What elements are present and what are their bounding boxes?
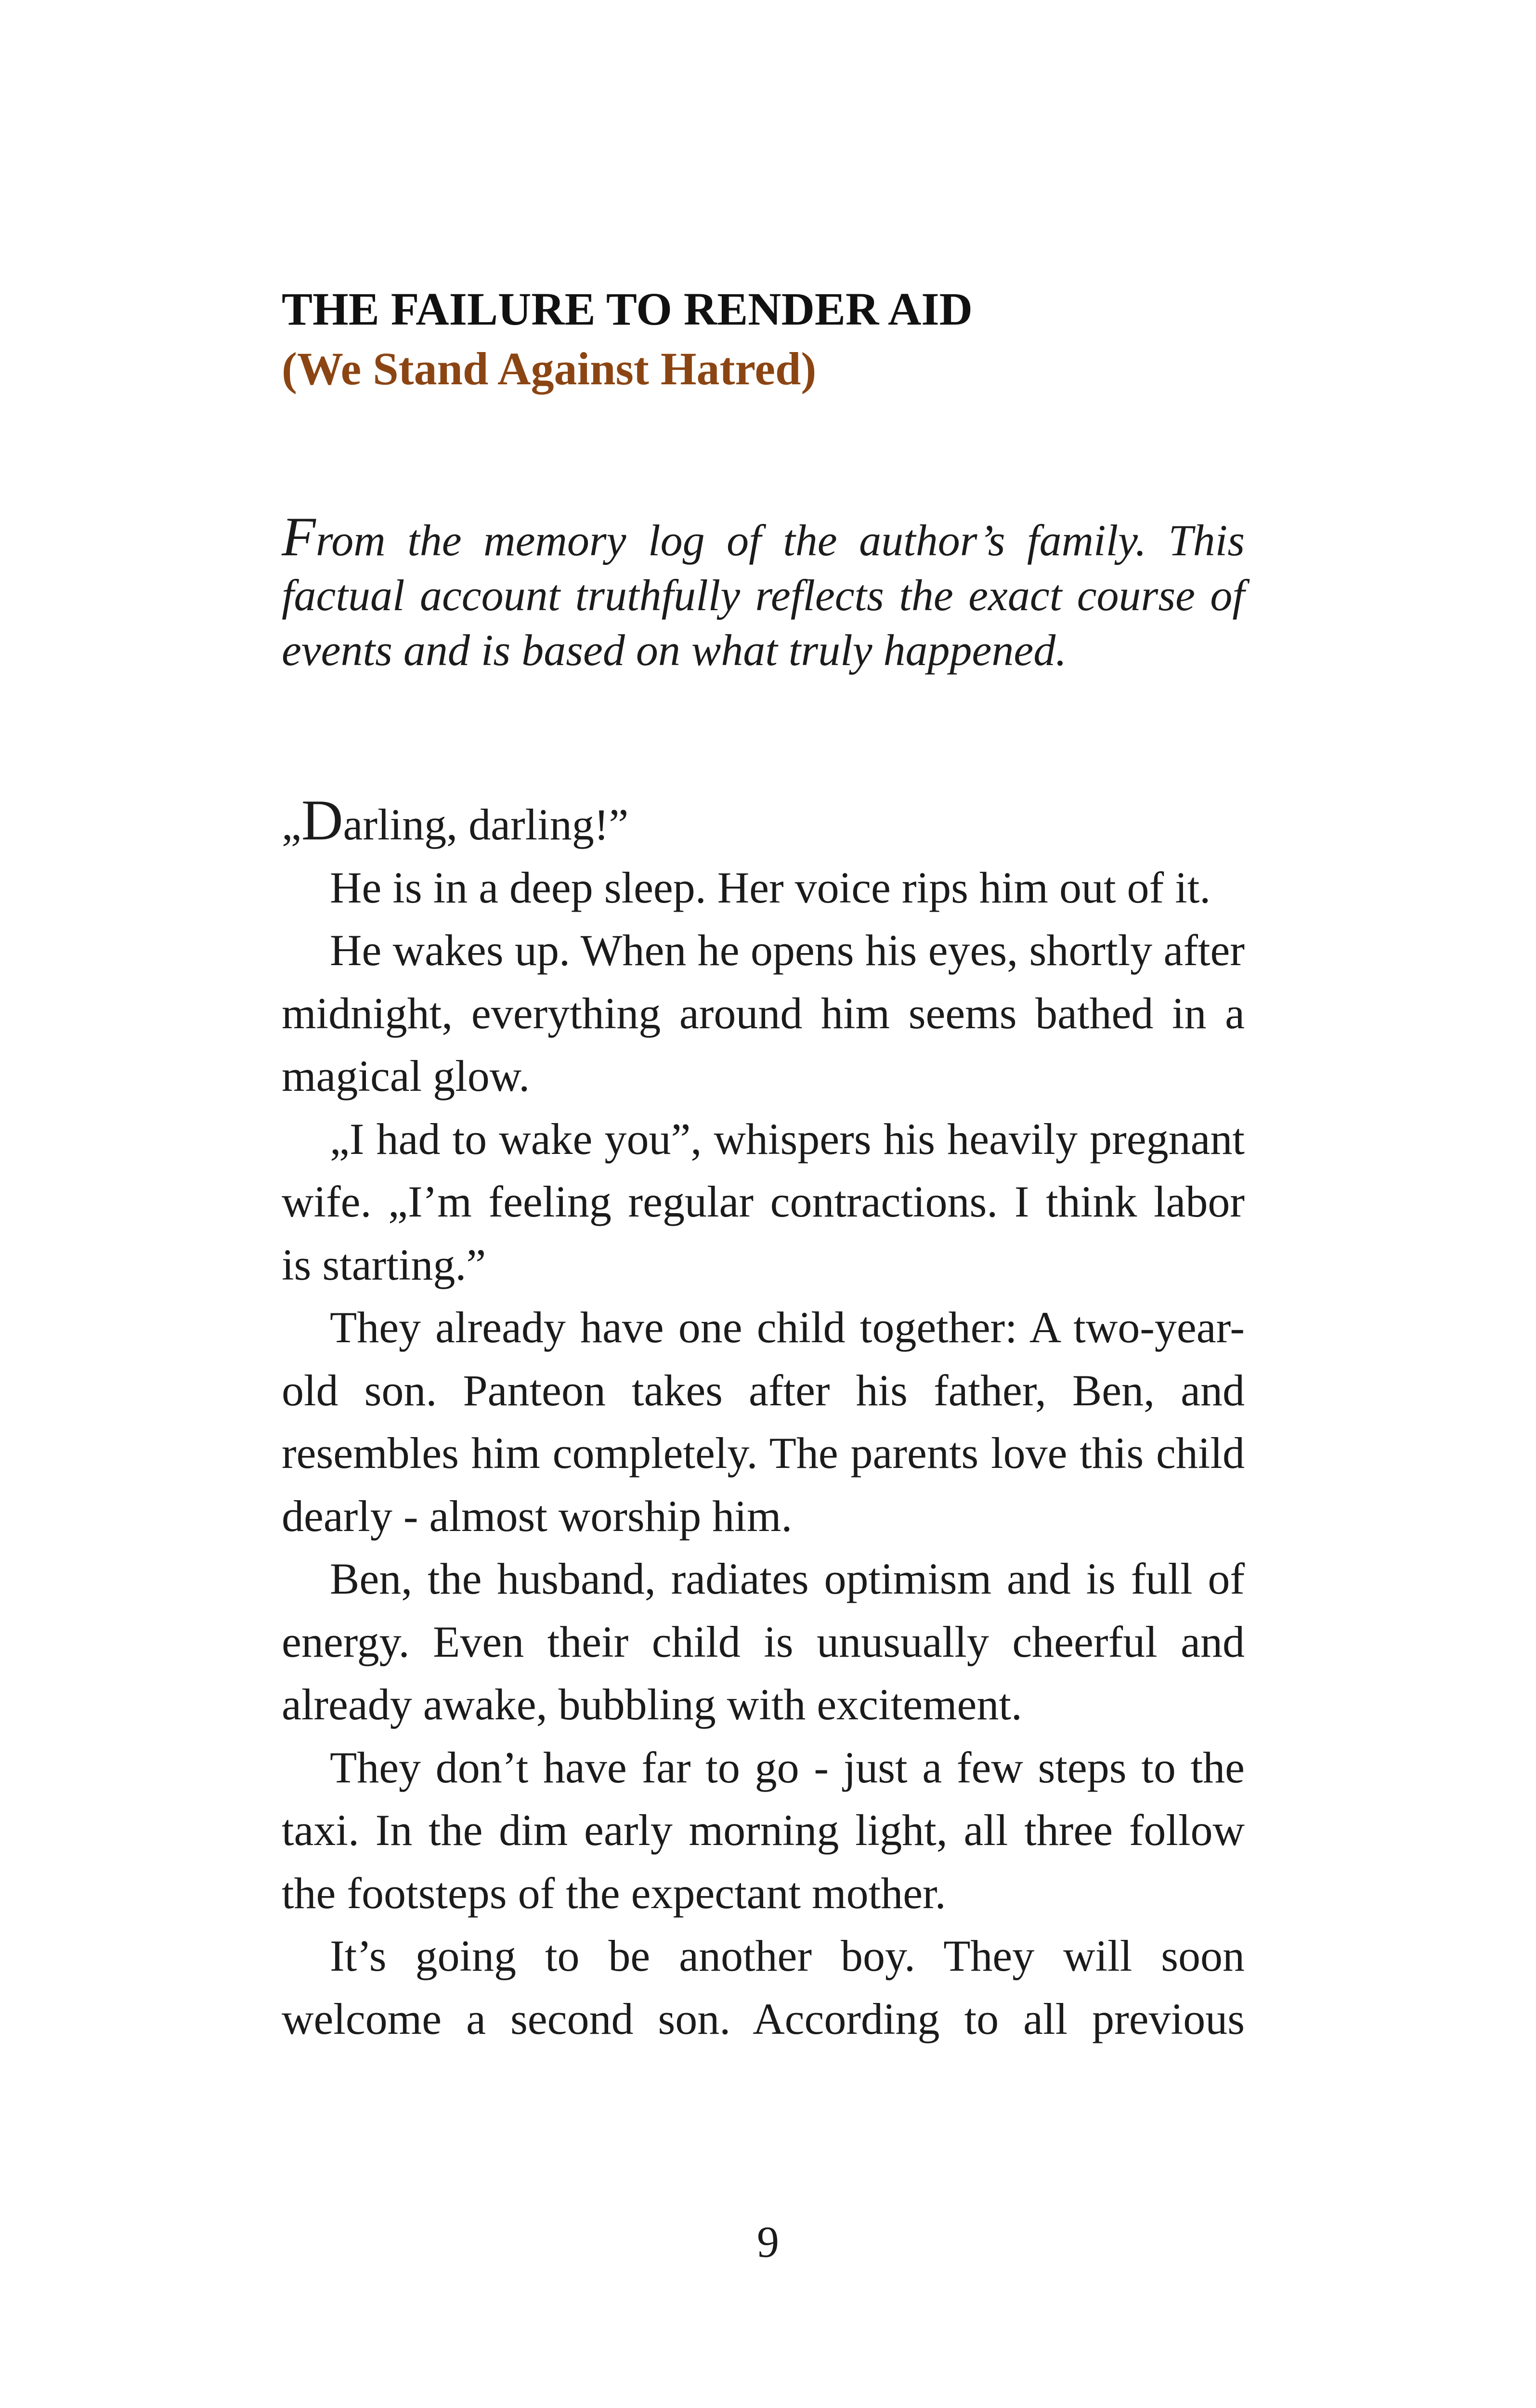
- page-number: 9: [757, 2217, 779, 2266]
- paragraph: It’s going to be another boy. They will soon welcome a second son. According to all previous: [282, 1931, 1245, 2043]
- chapter-title: THE FAILURE TO RENDER AID: [282, 283, 973, 335]
- paragraph: He is in a deep sleep. Her voice rips him out of it.: [330, 863, 1211, 912]
- paragraph: He wakes up. When he opens his eyes, shortly after midnight, everything around him seems bathed in a magical glow.: [282, 926, 1245, 1100]
- paragraph: Ben, the husband, radiates optimism and is full of energy. Even their child is unusually cheerful and already awake, bubbling with excitement.: [282, 1554, 1245, 1729]
- body-text: [282, 789, 1245, 2050]
- opening-quote-mark: „: [282, 800, 301, 849]
- paragraph: They don’t have far to go - just a few steps to the taxi. In the dim early morning light, all three follow the footsteps of the expectant mother.: [282, 1742, 1245, 1918]
- epigraph: [282, 506, 1245, 678]
- paragraph: They already have one child together: A two-year-old son. Panteon takes after his father, Ben, and resembles him completely. The parents love this child dearly - almost worship him.: [282, 1303, 1245, 1541]
- opening-line: [282, 789, 1245, 856]
- chapter-subtitle: (We Stand Against Hatred): [282, 343, 817, 394]
- epigraph-initial: F: [282, 506, 316, 568]
- paragraph: „I had to wake you”, whispers his heavily pregnant wife. „I’m feeling regular contractions. I think labor is starting.”: [282, 1114, 1245, 1289]
- opening-text: arling, darling!”: [343, 800, 629, 849]
- epigraph-text: rom the memory log of the author’s family. This factual account truthfully reflects the exact course of events and is based on what truly happened.: [282, 516, 1245, 675]
- opening-initial: D: [301, 788, 343, 852]
